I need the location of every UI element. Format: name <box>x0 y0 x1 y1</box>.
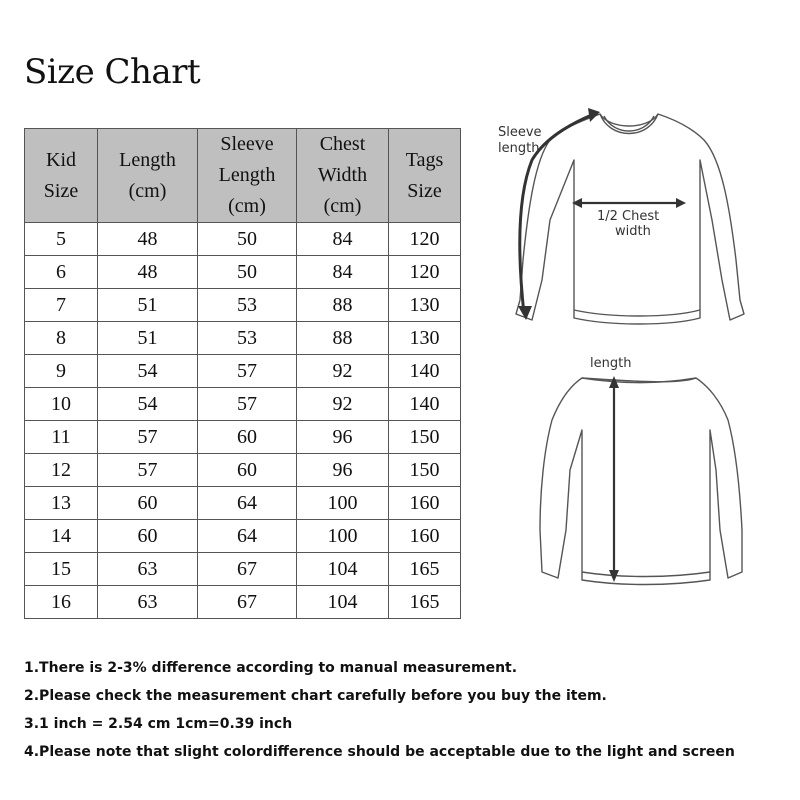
table-row <box>25 289 461 322</box>
table-cell: 96 <box>297 454 389 487</box>
table-cell: 50 <box>198 256 297 289</box>
column-header-line: Kid <box>46 148 76 171</box>
note-item: 4.Please note that slight colordifference should be acceptable due to the light and screen <box>24 744 735 760</box>
column-header-line: Size <box>407 179 442 202</box>
column-header-line: Chest <box>319 133 366 155</box>
table-cell: 53 <box>198 322 297 355</box>
table-cell: 104 <box>297 586 389 619</box>
table-row <box>25 388 461 421</box>
table-cell: 13 <box>25 487 98 520</box>
table-cell: 63 <box>98 586 198 619</box>
note-item: 2.Please check the measurement chart carefully before you buy the item. <box>24 688 607 704</box>
table-cell: 84 <box>297 256 389 289</box>
chest-width-label-1: 1/2 Chest <box>597 209 660 224</box>
column-header <box>98 129 198 223</box>
table-row <box>25 322 461 355</box>
table-cell: 104 <box>297 553 389 586</box>
table-cell: 165 <box>389 553 461 586</box>
table-cell: 64 <box>198 520 297 553</box>
table-cell: 57 <box>198 388 297 421</box>
table-cell: 48 <box>98 223 198 256</box>
shirt-back-diagram <box>530 350 750 590</box>
table-cell: 67 <box>198 553 297 586</box>
table-cell: 140 <box>389 355 461 388</box>
sleeve-length-label-1: Sleeve <box>498 125 542 140</box>
table-row <box>25 487 461 520</box>
table-cell: 140 <box>389 388 461 421</box>
table-header-row <box>25 129 461 223</box>
note-item: 1.There is 2-3% difference according to manual measurement. <box>24 660 518 676</box>
table-cell: 60 <box>198 421 297 454</box>
table-cell: 88 <box>297 289 389 322</box>
column-header-line: (cm) <box>128 179 167 202</box>
table-cell: 51 <box>98 322 198 355</box>
table-cell: 57 <box>98 421 198 454</box>
table-cell: 7 <box>25 289 98 322</box>
table-cell: 14 <box>25 520 98 553</box>
table-cell: 11 <box>25 421 98 454</box>
length-label: length <box>590 356 632 371</box>
column-header <box>25 129 98 223</box>
note-item: 3.1 inch = 2.54 cm 1cm=0.39 inch <box>24 716 293 732</box>
table-cell: 160 <box>389 520 461 553</box>
page-title: Size Chart <box>24 52 201 92</box>
table-cell: 120 <box>389 256 461 289</box>
column-header-line: Width <box>317 164 368 186</box>
table-cell: 60 <box>98 520 198 553</box>
column-header <box>198 129 297 223</box>
table-cell: 6 <box>25 256 98 289</box>
table-cell: 5 <box>25 223 98 256</box>
table-cell: 60 <box>98 487 198 520</box>
table-cell: 8 <box>25 322 98 355</box>
table-cell: 15 <box>25 553 98 586</box>
table-row <box>25 520 461 553</box>
table-row <box>25 223 461 256</box>
shirt-back-outline <box>540 378 742 585</box>
table-row <box>25 355 461 388</box>
table-row <box>25 553 461 586</box>
table-cell: 150 <box>389 421 461 454</box>
size-table <box>24 128 461 619</box>
table-cell: 67 <box>198 586 297 619</box>
table-cell: 64 <box>198 487 297 520</box>
table-cell: 120 <box>389 223 461 256</box>
chest-width-label-2: width <box>615 224 651 239</box>
table-cell: 63 <box>98 553 198 586</box>
table-cell: 54 <box>98 355 198 388</box>
table-cell: 57 <box>198 355 297 388</box>
table-row <box>25 586 461 619</box>
column-header-line: (cm) <box>228 195 266 217</box>
table-cell: 60 <box>198 454 297 487</box>
table-cell: 100 <box>297 520 389 553</box>
table-cell: 53 <box>198 289 297 322</box>
column-header-line: Length <box>119 148 176 171</box>
table-cell: 54 <box>98 388 198 421</box>
table-cell: 100 <box>297 487 389 520</box>
table-cell: 12 <box>25 454 98 487</box>
column-header-line: (cm) <box>323 195 362 217</box>
column-header-line: Sleeve <box>220 133 274 155</box>
table-cell: 9 <box>25 355 98 388</box>
table-cell: 92 <box>297 388 389 421</box>
column-header-line: Tags <box>405 148 444 171</box>
table-cell: 165 <box>389 586 461 619</box>
table-cell: 50 <box>198 223 297 256</box>
column-header <box>389 129 461 223</box>
table-cell: 84 <box>297 223 389 256</box>
table-cell: 92 <box>297 355 389 388</box>
table-cell: 96 <box>297 421 389 454</box>
notes-list <box>24 656 784 768</box>
table-cell: 57 <box>98 454 198 487</box>
table-cell: 160 <box>389 487 461 520</box>
table-cell: 150 <box>389 454 461 487</box>
table-cell: 130 <box>389 322 461 355</box>
table-cell: 88 <box>297 322 389 355</box>
table-row <box>25 256 461 289</box>
table-row <box>25 421 461 454</box>
table-row <box>25 454 461 487</box>
column-header-line: Size <box>43 179 79 202</box>
shirt-front-diagram <box>490 100 750 340</box>
sleeve-length-label-2: length <box>498 141 540 156</box>
table-body <box>25 223 461 619</box>
table-cell: 130 <box>389 289 461 322</box>
table-cell: 16 <box>25 586 98 619</box>
table-cell: 48 <box>98 256 198 289</box>
table-cell: 51 <box>98 289 198 322</box>
column-header-line: Length <box>218 164 276 186</box>
column-header <box>297 129 389 223</box>
table-cell: 10 <box>25 388 98 421</box>
